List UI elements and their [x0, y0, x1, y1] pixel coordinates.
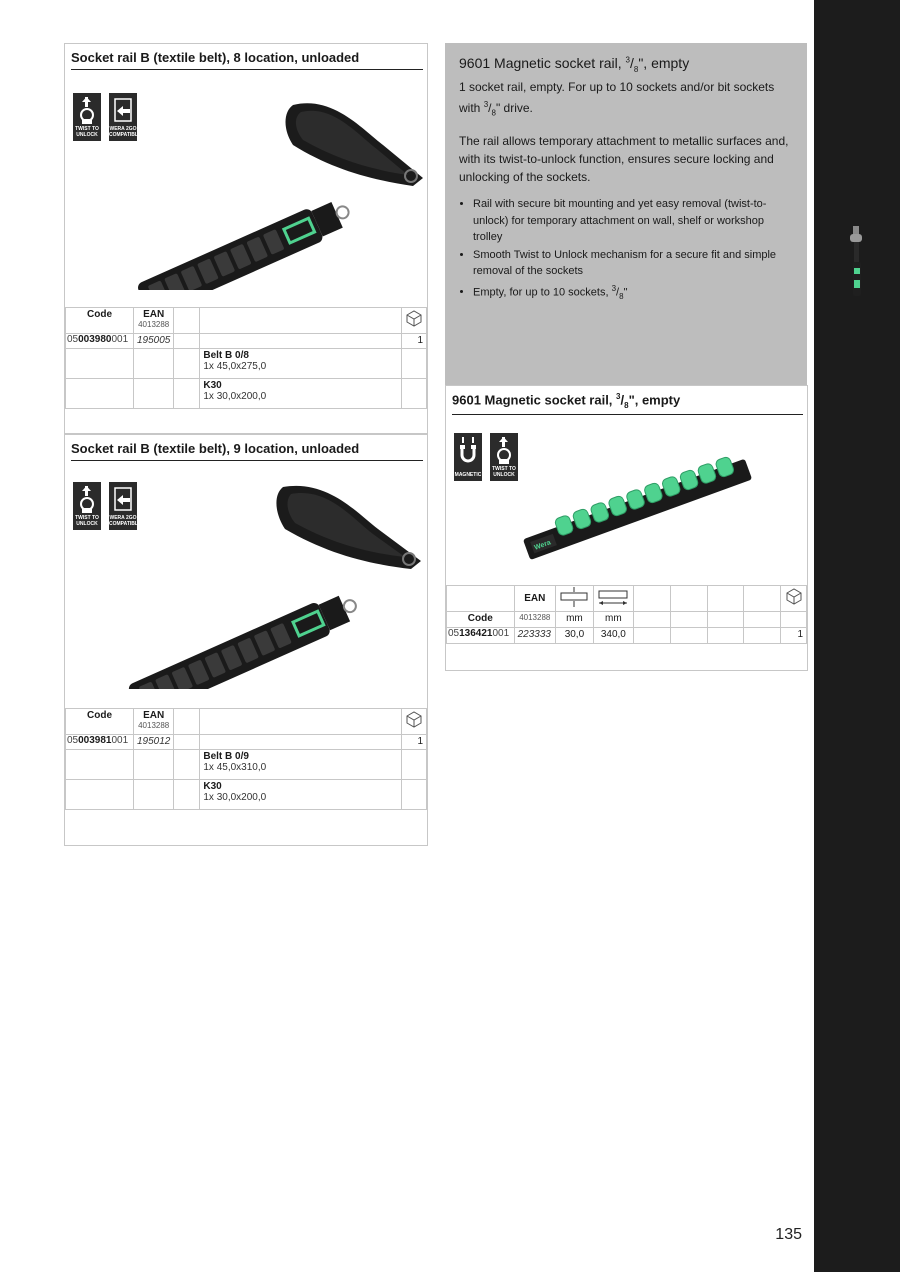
length-unit: mm — [593, 612, 633, 628]
badge-label-line1: TWIST TO — [75, 515, 99, 521]
item-name: Belt B 0/8 — [203, 350, 249, 361]
package-box-icon — [405, 309, 423, 327]
ean-prefix: 4013288 — [138, 721, 170, 730]
col-code-header — [447, 612, 515, 628]
ean-prefix-cell — [514, 612, 555, 628]
package-quantity: 1 — [402, 735, 427, 750]
ratchet-tool-icon — [848, 226, 866, 296]
product-image-magnetic-socket-rail — [516, 451, 756, 571]
ean-number: 195012 — [134, 735, 174, 750]
svg-text:Wera: Wera — [533, 539, 552, 552]
badge-label-line1: TWIST TO — [492, 466, 516, 472]
table-row — [66, 780, 427, 810]
item-name: K30 — [203, 380, 222, 391]
table-row — [66, 349, 427, 379]
col-length-header — [593, 586, 633, 612]
col-package-header — [781, 586, 807, 612]
width-value: 30,0 — [555, 628, 593, 644]
item-name: Belt B 0/9 — [203, 751, 249, 762]
ean-header-label: EAN — [143, 710, 165, 721]
package-box-icon — [785, 587, 803, 605]
item-dims: 1x 30,0x200,0 — [203, 792, 267, 803]
item-cell — [200, 750, 402, 780]
product-title: Socket rail B (textile belt), 9 location, unloaded — [71, 441, 423, 461]
table-row — [66, 379, 427, 409]
article-code: 05136421001 — [447, 628, 515, 644]
item-dims: 1x 45,0x275,0 — [203, 361, 267, 372]
col-code-header — [66, 709, 134, 735]
badge-label-line2: UNLOCK — [76, 132, 98, 138]
spec-table — [65, 708, 427, 810]
col-ean-header — [134, 709, 174, 735]
badge-label-line1: WERA 2GO — [109, 515, 137, 521]
twist-unlock-icon — [77, 97, 97, 125]
table-row — [66, 735, 427, 750]
package-quantity: 1 — [402, 334, 427, 349]
code-header-label: Code — [467, 613, 493, 624]
ean-prefix: 4013288 — [519, 613, 551, 622]
width-dimension-icon — [559, 587, 589, 607]
ean-header-label: EAN — [524, 593, 546, 604]
badge-twist-to-unlock — [490, 433, 518, 481]
ean-prefix: 4013288 — [138, 320, 170, 329]
badge-label-line2: UNLOCK — [76, 521, 98, 527]
product-image-textile-socket-rail — [133, 90, 423, 290]
twist-unlock-icon — [494, 437, 514, 465]
article-code: 05003981001 — [66, 735, 134, 750]
feature-list — [459, 196, 793, 305]
product-card-socket-rail-8 — [64, 43, 428, 434]
badge-label-line2: COMPATIBLE — [109, 521, 142, 527]
badge-label-line1: TWIST TO — [75, 126, 99, 132]
length-value: 340,0 — [593, 628, 633, 644]
product-title: Socket rail B (textile belt), 8 location, unloaded — [71, 50, 423, 70]
magnet-icon — [458, 437, 478, 465]
col-ean-header — [514, 586, 555, 612]
item-cell — [200, 780, 402, 810]
ean-header-label: EAN — [143, 309, 165, 320]
twist-unlock-icon — [77, 486, 97, 514]
list-item: • Empty, for up to 10 sockets, $^3/_8$" — [473, 281, 793, 305]
badge-magnetic — [454, 433, 482, 481]
table-row — [447, 628, 807, 644]
wera-2go-icon — [113, 97, 133, 125]
code-header-label: Code — [87, 309, 112, 320]
panel-description: The rail allows temporary attachment to metallic surfaces and, with its twist-to-unlock function, ensures secure locking and unlocking of the sockets. — [459, 134, 789, 185]
list-item: • Smooth Twist to Unlock mechanism for a secure fit and simple removal of the sockets — [473, 247, 793, 280]
panel-intro: 1 socket rail, empty. For up to 10 sockets and/or bit sockets with $^3/_8$" drive. — [459, 79, 775, 118]
col-width-header — [555, 586, 593, 612]
width-unit: mm — [555, 612, 593, 628]
page-number: 135 — [775, 1226, 802, 1243]
col-code-header — [66, 308, 134, 334]
badge-label-line1: MAGNETIC — [454, 472, 482, 478]
item-dims: 1x 45,0x310,0 — [203, 762, 267, 773]
product-image-textile-socket-rail — [123, 479, 423, 689]
badge-label-line2: COMPATIBLE — [109, 132, 142, 138]
spec-table — [65, 307, 427, 409]
product-card-socket-rail-9 — [64, 434, 428, 846]
package-quantity: 1 — [781, 628, 807, 644]
product-title: 9601 Magnetic socket rail, $^3/_8$", empty — [452, 392, 803, 415]
list-item: • Rail with secure bit mounting and yet easy removal (twist-to-unlock) for temporary attachment on wall, shelf or workshop trolley — [473, 196, 793, 246]
product-card-magnetic-socket-rail — [445, 385, 808, 671]
badge-label-line2: UNLOCK — [493, 472, 515, 478]
ean-number: 223333 — [514, 628, 555, 644]
panel-title: 9601 Magnetic socket rail, $^3/_8$", empty — [459, 55, 690, 74]
ean-number: 195005 — [134, 334, 174, 349]
item-cell — [200, 379, 402, 409]
badge-label-line1: WERA 2GO — [109, 126, 137, 132]
col-package-header — [402, 308, 427, 334]
item-dims: 1x 30,0x200,0 — [203, 391, 267, 402]
item-cell — [200, 349, 402, 379]
table-row — [66, 750, 427, 780]
col-package-header — [402, 709, 427, 735]
badge-twist-to-unlock — [73, 482, 101, 530]
table-row — [66, 334, 427, 349]
sidebar-band — [814, 0, 900, 1272]
length-dimension-icon — [597, 587, 629, 607]
product-description-panel — [445, 43, 807, 385]
spec-table — [446, 585, 807, 644]
package-box-icon — [405, 710, 423, 728]
article-code: 05003980001 — [66, 334, 134, 349]
col-ean-header — [134, 308, 174, 334]
code-header-label: Code — [87, 710, 112, 721]
item-name: K30 — [203, 781, 222, 792]
badge-twist-to-unlock — [73, 93, 101, 141]
